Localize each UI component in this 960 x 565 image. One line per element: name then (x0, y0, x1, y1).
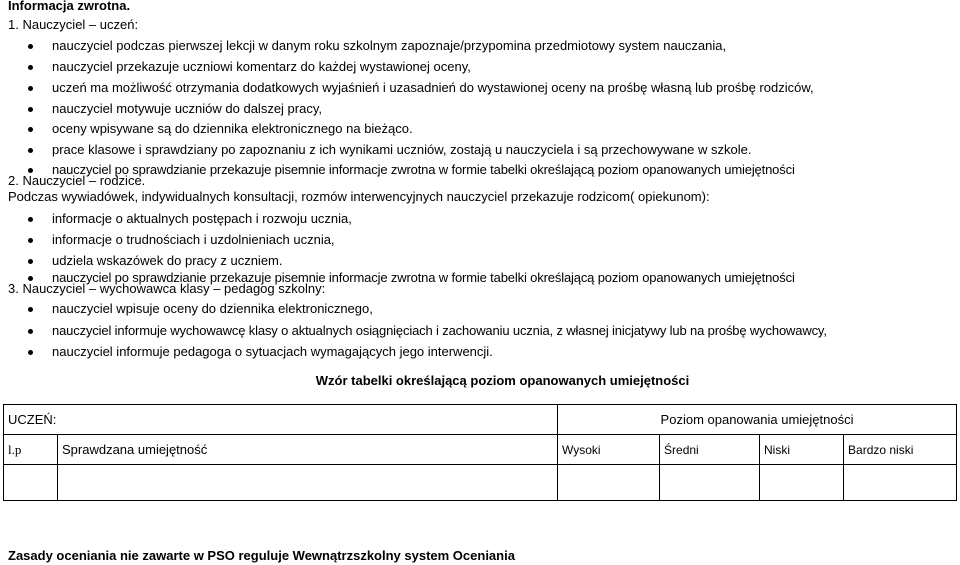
list-item-text: nauczyciel wpisuje oceny do dziennika elektronicznego, (52, 301, 373, 316)
table-cell (760, 465, 844, 501)
table-column-row (4, 435, 957, 465)
table-cell (660, 465, 760, 501)
list-item-text: prace klasowe i sprawdziany po zapoznaniu z ich wynikami uczniów, zostają u nauczyciela i są przechowywane w szkole. (52, 142, 752, 157)
list-item-text: nauczyciel informuje pedagoga o sytuacjach wymagających jego interwencji. (52, 344, 493, 359)
list-item-text: nauczyciel motywuje uczniów do dalszej pracy, (52, 101, 322, 116)
list-item-text: informacje o trudnościach i uzdolnieniach ucznia, (52, 232, 335, 247)
table-row (4, 465, 957, 501)
table-cell (4, 465, 58, 501)
section1-title: 1. Nauczyciel – uczeń: (8, 17, 139, 32)
list-item-text: udziela wskazówek do pracy z uczniem. (52, 253, 283, 268)
bullet-icon (28, 148, 33, 153)
bullet-icon (28, 259, 33, 264)
table-header-row (4, 405, 957, 435)
list-item-text: nauczyciel po sprawdzianie przekazuje pisemnie informacje zwrotna w formie tabelki określającą poziom opanowanych umiejętności (52, 162, 795, 177)
list-item-text: nauczyciel podczas pierwszej lekcji w danym roku szkolnym zapoznaje/przypomina przedmiotowy system nauczania, (52, 38, 727, 53)
document-heading: Informacja zwrotna. (8, 0, 131, 13)
skills-table (3, 404, 957, 501)
list-item-text: uczeń ma możliwość otrzymania dodatkowych wyjaśnień i uzasadnień do wystawionej oceny na prośbę własną lub prośbę rodziców, (52, 80, 814, 95)
bullet-icon (28, 329, 33, 334)
level-cell-medium: Średni (660, 435, 760, 465)
bullet-icon (28, 238, 33, 243)
bullet-icon (28, 86, 33, 91)
level-header-cell: Poziom opanowania umiejętności (558, 405, 957, 435)
bullet-icon (28, 44, 33, 49)
student-label-cell: UCZEŃ: (4, 405, 558, 435)
list-item-text: nauczyciel informuje wychowawcę klasy o aktualnych osiągnięciach i zachowaniu ucznia, z własnej inicjatywy lub na prośbę wychowawcy, (52, 323, 827, 338)
level-cell-low: Niski (760, 435, 844, 465)
bullet-icon (28, 107, 33, 112)
table-title: Wzór tabelki określającą poziom opanowanych umiejętności (315, 373, 690, 388)
level-cell-very-low: Bardzo niski (844, 435, 957, 465)
skill-header-cell: Sprawdzana umiejętność (58, 435, 558, 465)
table-cell (558, 465, 660, 501)
list-item-text: informacje o aktualnych postępach i rozwoju ucznia, (52, 211, 352, 226)
table-cell (844, 465, 957, 501)
section2-title: 2. Nauczyciel – rodzice. (8, 173, 146, 188)
list-item-text: nauczyciel po sprawdzianie przekazuje pisemnie informacje zwrotna w formie tabelki określającą poziom opanowanych umiejętności (52, 270, 795, 285)
bullet-icon (28, 127, 33, 132)
bullet-icon (28, 350, 33, 355)
bullet-icon (28, 217, 33, 222)
list-item-text: oceny wpisywane są do dziennika elektronicznego na bieżąco. (52, 121, 413, 136)
list-item-text: nauczyciel przekazuje uczniowi komentarz do każdej wystawionej oceny, (52, 59, 471, 74)
level-cell-high: Wysoki (558, 435, 660, 465)
section2-intro: Podczas wywiadówek, indywidualnych konsultacji, rozmów interwencyjnych nauczyciel przekazuje rodzicom( opiekunom): (8, 189, 710, 204)
lp-header-cell: l.p (4, 435, 58, 465)
table-cell (58, 465, 558, 501)
bullet-icon (28, 307, 33, 312)
section3-title: 3. Nauczyciel – wychowawca klasy – pedagog szkolny: (8, 281, 326, 296)
bullet-icon (28, 65, 33, 70)
document-footer: Zasady oceniania nie zawarte w PSO reguluje Wewnątrzszkolny system Oceniania (8, 548, 515, 563)
